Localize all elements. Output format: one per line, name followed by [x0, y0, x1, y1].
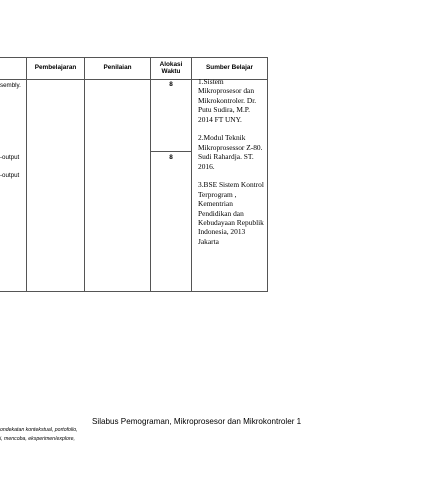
alokasi-row-divider [150, 151, 191, 152]
header-alokasi-line2: Waktu [161, 68, 181, 75]
footnote-line2: i, mencoba, eksperimen/explore, [0, 436, 75, 442]
column-divider [191, 57, 192, 292]
header-sumber-belajar: Sumber Belajar [206, 64, 253, 72]
sumber-item: 2.Modul Teknik Mikroprosessor Z-80. Sudi Rahardja. ST. 2016. [198, 133, 263, 171]
syllabus-table [0, 57, 268, 292]
header-alokasi-waktu [151, 57, 191, 79]
sumber-item: 3.BSE Sistem Kontrol Terprogram , Kementrian Pendidikan dan Kebudayaan Republik Indonesia, 2013 Jakarta [198, 180, 264, 246]
table-right-border [267, 57, 268, 292]
row1-left-text: sembly. [0, 82, 21, 89]
footnote-line1: ondekatan kontekstual, portofolio, [0, 427, 78, 433]
table-bottom-border [0, 291, 268, 292]
column-divider [84, 57, 85, 292]
header-pembelajaran: Pembelajaran [34, 64, 77, 72]
row1-alokasi: 8 [169, 81, 173, 88]
row2-left-text-a: -output [0, 154, 20, 161]
column-divider [150, 57, 151, 292]
sumber-belajar-list [198, 77, 266, 256]
sumber-item: 1.Sistem Mikroprosesor dan Mikrokontroler. Dr. Putu Sudira, M.P. 2014 FT UNY. [198, 77, 257, 124]
header-alokasi-line1: Alokasi [159, 60, 183, 68]
row2-alokasi: 8 [169, 154, 173, 161]
column-divider [26, 57, 27, 292]
header-penilaian: Penilaian [103, 64, 132, 72]
row2-left-text-b: -output [0, 172, 20, 179]
footer-title: Silabus Pemograman, Mikroprosesor dan Mikrokontroler 1 [92, 417, 302, 426]
